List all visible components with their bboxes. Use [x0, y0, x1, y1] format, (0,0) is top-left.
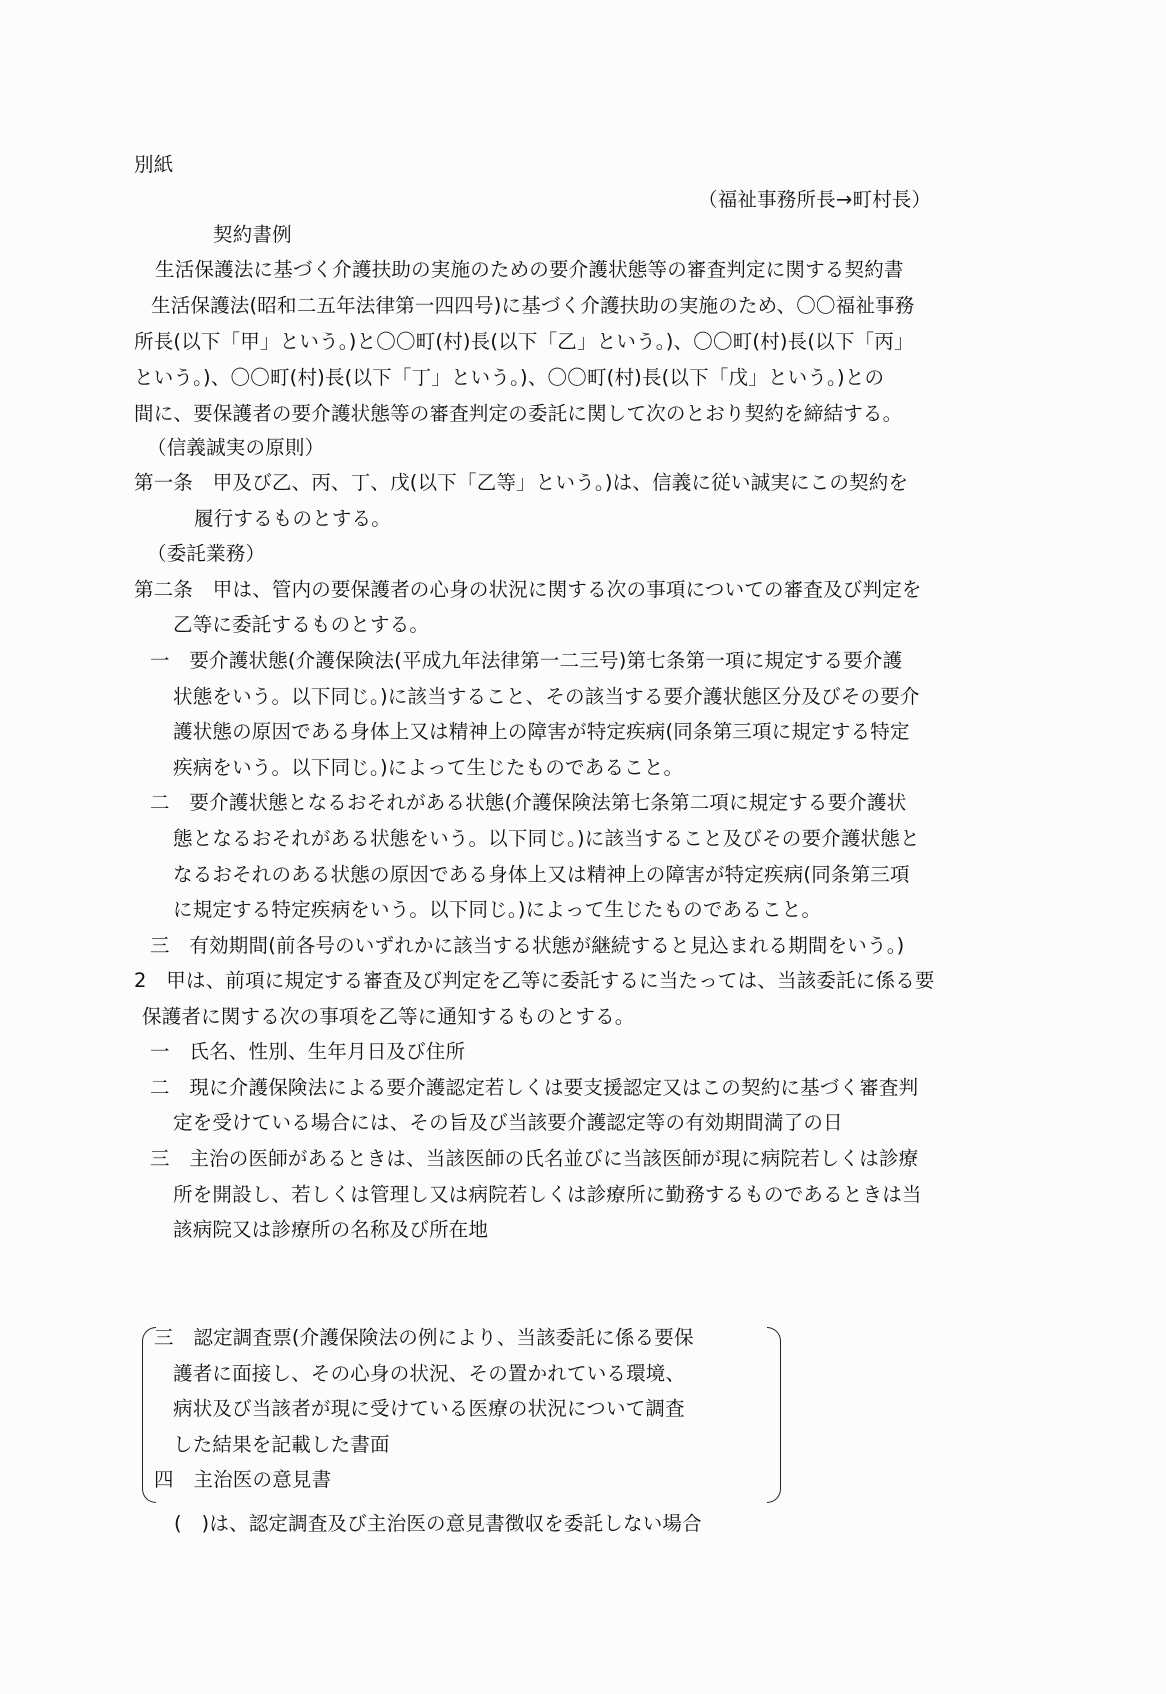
preamble-line: 間に、要保護者の要介護状態等の審査判定の委託に関して次のとおり契約を締結する。 — [134, 402, 903, 425]
paragraph2-item3-line: 該病院又は診療所の名称及び所在地 — [173, 1218, 489, 1241]
bracketed-item4-line: 四 主治医の意見書 — [154, 1468, 332, 1491]
example-label: 契約書例 — [213, 223, 292, 246]
paragraph2-item3-line: 三 主治の医師があるときは、当該医師の氏名並びに当該医師が現に病院若しくは診療 — [150, 1147, 919, 1170]
attachment-label: 別紙 — [134, 153, 174, 176]
paragraph2-item1-line: 一 氏名、性別、生年月日及び住所 — [150, 1040, 466, 1063]
article2-line: 乙等に委託するものとする。 — [173, 613, 430, 636]
article1-line: 第一条 甲及び乙、丙、丁、戊(以下「乙等」という。)は、信義に従い誠実にこの契約を — [134, 471, 909, 494]
article2-item1-line: 護状態の原因である身体上又は精神上の障害が特定疾病(同条第三項に規定する特定 — [173, 720, 910, 743]
article2-item1-line: 一 要介護状態(介護保険法(平成九年法律第一二三号)第七条第一項に規定する要介護 — [150, 649, 903, 672]
document-title: 生活保護法に基づく介護扶助の実施のための要介護状態等の審査判定に関する契約書 — [155, 258, 904, 281]
article2-item3-line: 三 有効期間(前各号のいずれかに該当する状態が継続すると見込まれる期間をいう。) — [150, 934, 905, 957]
article2-item1-line: 状態をいう。以下同じ。)に該当すること、その該当する要介護状態区分及びその要介 — [173, 685, 920, 708]
article1-line: 履行するものとする。 — [194, 507, 392, 530]
bracketed-item3-line: 護者に面接し、その心身の状況、その置かれている環境、 — [173, 1362, 686, 1385]
article2-item2-line: 態となるおそれがある状態をいう。以下同じ。)に該当すること及びその要介護状態と — [173, 827, 920, 850]
preamble-line: という。)、〇〇町(村)長(以下「丁」という。)、〇〇町(村)長(以下「戊」という。)との — [134, 366, 885, 389]
article2-heading: （委託業務） — [147, 542, 266, 565]
paragraph2-item2-line: 二 現に介護保険法による要介護認定若しくは要支援認定又はこの契約に基づく審査判 — [150, 1076, 919, 1099]
bracket-note: ( )は、認定調査及び主治医の意見書徴収を委託しない場合 — [174, 1512, 702, 1535]
routing-note: （福祉事務所長→町村長） — [698, 188, 932, 211]
article2-item2-line: に規定する特定疾病をいう。以下同じ。)によって生じたものであること。 — [173, 898, 822, 921]
article2-item2-line: 二 要介護状態となるおそれがある状態(介護保険法第七条第二項に規定する要介護状 — [150, 791, 907, 814]
article2-line: 第二条 甲は、管内の要保護者の心身の状況に関する次の事項についての審査及び判定を — [134, 578, 922, 601]
article2-item1-line: 疾病をいう。以下同じ。)によって生じたものであること。 — [173, 756, 684, 779]
paragraph2-line: 保護者に関する次の事項を乙等に通知するものとする。 — [142, 1005, 635, 1028]
paragraph2-line: 2 甲は、前項に規定する審査及び判定を乙等に委託するに当たっては、当該委託に係る要 — [134, 969, 935, 992]
article1-heading: （信義誠実の原則） — [147, 436, 325, 459]
bracketed-item3-line: した結果を記載した書面 — [173, 1433, 390, 1456]
bracketed-item3-line: 病状及び当該者が現に受けている医療の状況について調査 — [173, 1397, 685, 1420]
right-bracket-shape — [767, 1327, 781, 1503]
paragraph2-item3-line: 所を開設し、若しくは管理し又は病院若しくは診療所に勤務するものであるときは当 — [173, 1183, 922, 1206]
article2-item2-line: なるおそれのある状態の原因である身体上又は精神上の障害が特定疾病(同条第三項 — [173, 863, 910, 886]
bracketed-item3-line: 三 認定調査票(介護保険法の例により、当該委託に係る要保 — [154, 1326, 694, 1349]
preamble-line: 所長(以下「甲」という。)と〇〇町(村)長(以下「乙」という。)、〇〇町(村)長(以下「丙」 — [134, 330, 914, 353]
preamble-line: 生活保護法(昭和二五年法律第一四四号)に基づく介護扶助の実施のため、〇〇福祉事務 — [151, 294, 915, 317]
paragraph2-item2-line: 定を受けている場合には、その旨及び当該要介護認定等の有効期間満了の日 — [173, 1111, 843, 1134]
